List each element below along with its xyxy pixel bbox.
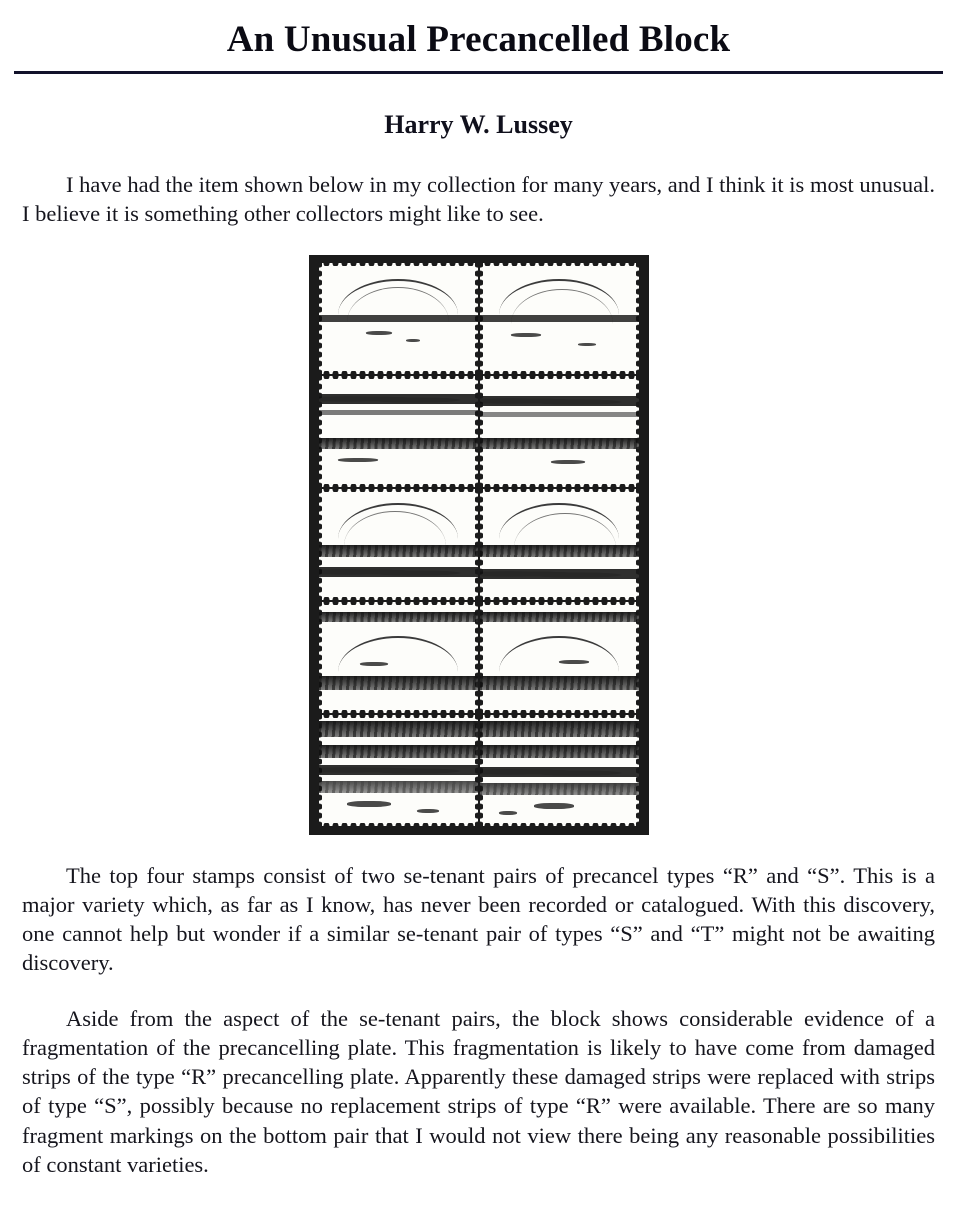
figure-container <box>0 255 957 835</box>
precancel-ink-band <box>480 545 639 557</box>
precancel-ink-band <box>319 567 478 577</box>
precancel-ink-band <box>480 412 639 417</box>
precancel-ink-band <box>319 545 478 557</box>
precancel-arc-mark <box>499 636 620 672</box>
precancel-ink-band <box>319 765 478 775</box>
perforation-icon <box>319 602 478 605</box>
precancel-ink-band <box>480 612 639 622</box>
precancel-ink-band <box>319 394 478 404</box>
precancel-ink-band <box>319 676 478 690</box>
page-title: An Unusual Precancelled Block <box>226 19 731 60</box>
precancelled-stamp-block-image <box>309 255 649 835</box>
ink-fragment <box>578 343 596 346</box>
precancel-ink-band <box>480 767 639 777</box>
stamp-cell <box>480 715 639 826</box>
perforation-icon <box>319 263 478 266</box>
precancel-ink-band <box>480 676 639 690</box>
perforation-icon <box>480 484 639 487</box>
stamp-cell <box>480 376 639 487</box>
precancel-ink-band <box>319 612 478 622</box>
body-paragraph-2: The top four stamps consist of two se-tenant pairs of precancel types “R” and “S”. This is a major variety which, as far as I know, has never been recorded or catalogued. With this discovery, one cannot help but wonder if a similar se-tenant pair of types “S” and “T” might not be awaiting discovery. <box>22 862 935 976</box>
ink-fragment <box>559 660 589 664</box>
precancel-ink-band <box>480 396 639 406</box>
perforation-icon <box>480 263 639 266</box>
stamp-cell <box>319 489 478 600</box>
precancel-ink-band <box>319 781 478 793</box>
precancel-ink-band <box>319 410 478 415</box>
precancel-ink-band <box>319 721 478 737</box>
precancel-ink-band <box>319 315 478 322</box>
stamp-cell <box>480 602 639 713</box>
ink-fragment <box>417 809 439 813</box>
author-byline: Harry W. Lussey <box>384 110 573 139</box>
perforation-icon <box>480 602 639 605</box>
perforation-icon <box>475 376 478 487</box>
perforation-icon <box>319 489 478 492</box>
perforation-icon <box>319 597 478 600</box>
ink-fragment <box>499 811 517 815</box>
stamp-cell <box>480 263 639 374</box>
perforation-icon <box>480 823 639 826</box>
precancel-ink-band <box>319 438 478 449</box>
stamp-cell <box>319 715 478 826</box>
intro-paragraph: I have had the item shown below in my collection for many years, and I think it is most unusual. I believe it is something other collectors might like to see. <box>22 172 935 227</box>
perforation-icon <box>319 376 322 487</box>
perforation-icon <box>319 484 478 487</box>
perforation-icon <box>480 371 639 374</box>
perforation-icon <box>480 489 639 492</box>
precancel-ink-band <box>480 783 639 795</box>
title-divider <box>14 71 943 74</box>
stamp-cell <box>480 489 639 600</box>
perforation-icon <box>480 715 639 718</box>
perforation-icon <box>636 376 639 487</box>
ink-fragment <box>534 803 574 809</box>
perforation-icon <box>480 597 639 600</box>
perforation-icon <box>480 710 639 713</box>
precancel-ink-band <box>480 721 639 737</box>
perforation-icon <box>319 715 478 718</box>
ink-fragment <box>551 460 585 464</box>
precancel-ink-band <box>480 745 639 758</box>
perforation-icon <box>480 376 483 487</box>
precancel-ink-band <box>480 315 639 322</box>
precancel-ink-band <box>480 438 639 449</box>
precancel-ink-band <box>480 569 639 579</box>
ink-fragment <box>511 333 541 337</box>
body-paragraph-3: Aside from the aspect of the se-tenant pairs, the block shows considerable evidence of a fragmentation of the precancelling plate. This fragmentation is likely to have come from damaged strips of the type “R” precancelling plate. Apparently these damaged strips were replaced with strips of type “S”, possibly because no replacement strips of type “R” were available. There are so many fragment markings on the bottom pair that I would not view there being any reasonable possibilities of constant varieties. <box>22 1005 935 1177</box>
perforation-icon <box>319 376 478 379</box>
perforation-icon <box>319 710 478 713</box>
document-page <box>0 18 957 1207</box>
perforation-icon <box>319 823 478 826</box>
precancel-ink-band <box>319 745 478 758</box>
stamp-cell <box>319 263 478 374</box>
precancel-arc-mark <box>338 636 459 672</box>
perforation-icon <box>480 376 639 379</box>
ink-fragment <box>406 339 420 342</box>
stamp-cell <box>319 376 478 487</box>
ink-fragment <box>366 331 392 335</box>
ink-fragment <box>338 458 378 462</box>
ink-fragment <box>347 801 391 807</box>
ink-fragment <box>360 662 388 666</box>
stamp-cell <box>319 602 478 713</box>
stamp-grid <box>319 263 639 827</box>
perforation-icon <box>319 371 478 374</box>
